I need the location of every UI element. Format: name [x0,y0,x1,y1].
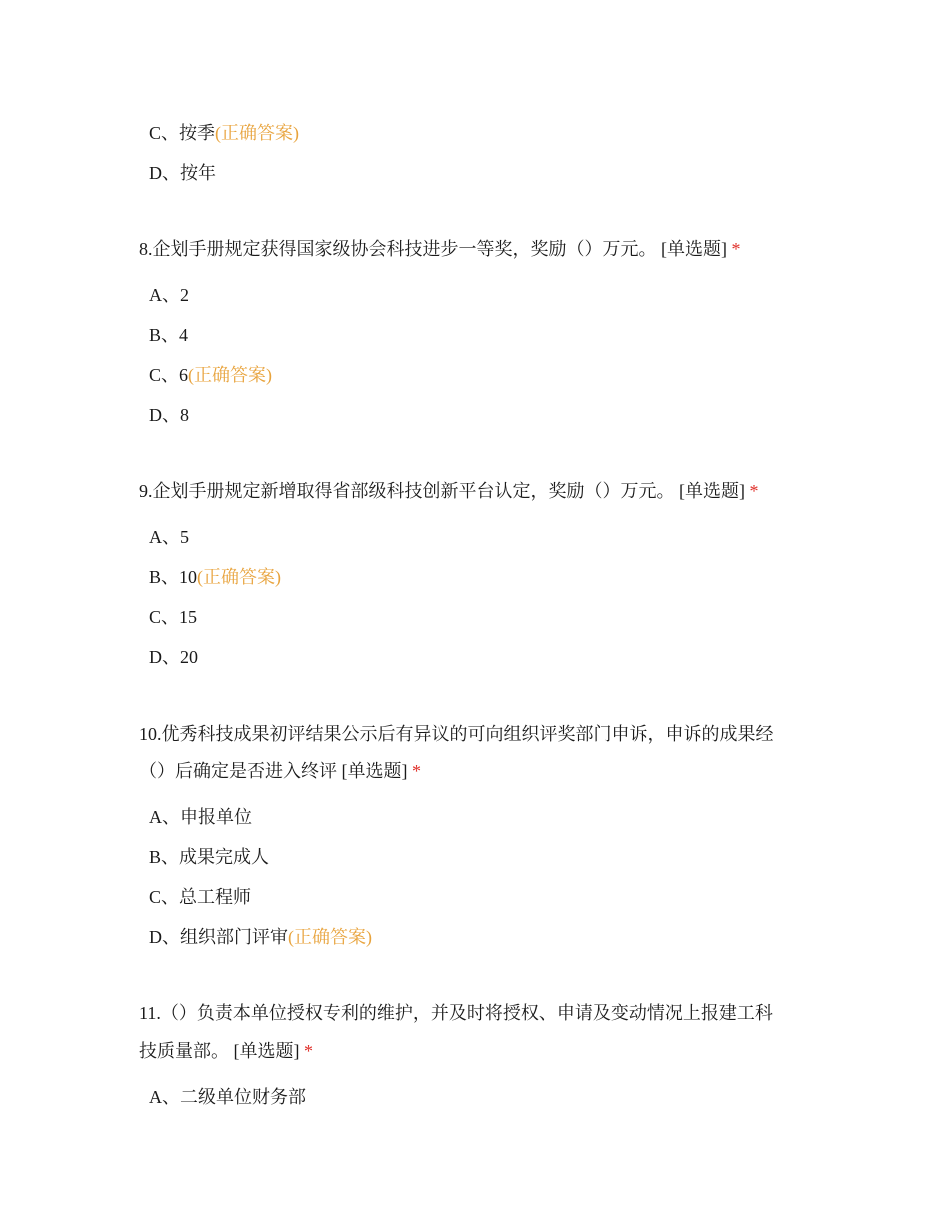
option-text: D、20 [149,647,198,667]
question-title [139,479,759,503]
option-text: D、组织部门评审 [149,927,288,947]
question-title [139,722,774,746]
option-text: C、6 [149,365,189,385]
question-text: 9.企划手册规定新增取得省部级科技创新平台认定，奖励（）万元。 [单选题] [139,481,745,501]
required-mark: * [304,1041,313,1061]
option-text: C、15 [149,607,198,627]
option-text: A、2 [149,285,189,305]
correct-answer-label: (正确答案) [288,927,372,947]
option-text: C、按季 [149,123,216,143]
option-line [149,161,216,185]
correct-answer-label: (正确答案) [188,365,273,385]
option-line [149,403,189,427]
correct-answer-label: (正确答案) [215,123,300,143]
option-line [149,885,251,909]
option-line [149,565,281,589]
option-text: B、10 [149,567,198,587]
option-line [149,605,197,629]
option-line [149,121,299,145]
question-text: 技质量部。 [单选题] [139,1041,300,1061]
option-line [149,525,189,549]
option-line [149,805,252,829]
option-line [149,1085,306,1109]
required-mark: * [731,239,741,259]
question-title [139,237,741,261]
correct-answer-label: (正确答案) [197,567,282,587]
question-text: 8.企划手册规定获得国家级协会科技进步一等奖，奖励（）万元。 [单选题] [139,239,727,259]
option-text: D、8 [149,405,189,425]
option-line [149,845,269,869]
option-line [149,283,189,307]
option-text: A、5 [149,527,189,547]
question-title-continued [139,759,421,783]
option-text: B、成果完成人 [149,847,270,867]
option-text: A、二级单位财务部 [149,1087,306,1107]
question-text: 11.（）负责本单位授权专利的维护，并及时将授权、申请及变动情况上报建工科 [139,1003,773,1023]
required-mark: * [412,761,421,781]
option-text: C、总工程师 [149,887,252,907]
option-line [149,323,188,347]
question-title-continued [139,1039,313,1063]
question-title [139,1001,773,1025]
question-text: 10.优秀科技成果初评结果公示后有异议的可向组织评奖部门申诉，申诉的成果经 [139,724,774,744]
option-text: D、按年 [149,163,216,183]
option-line [149,363,272,387]
option-line [149,925,372,949]
option-text: B、4 [149,325,189,345]
required-mark: * [749,481,759,501]
option-text: A、申报单位 [149,807,252,827]
option-line [149,645,198,669]
question-text: （）后确定是否进入终评 [单选题] [139,761,408,781]
